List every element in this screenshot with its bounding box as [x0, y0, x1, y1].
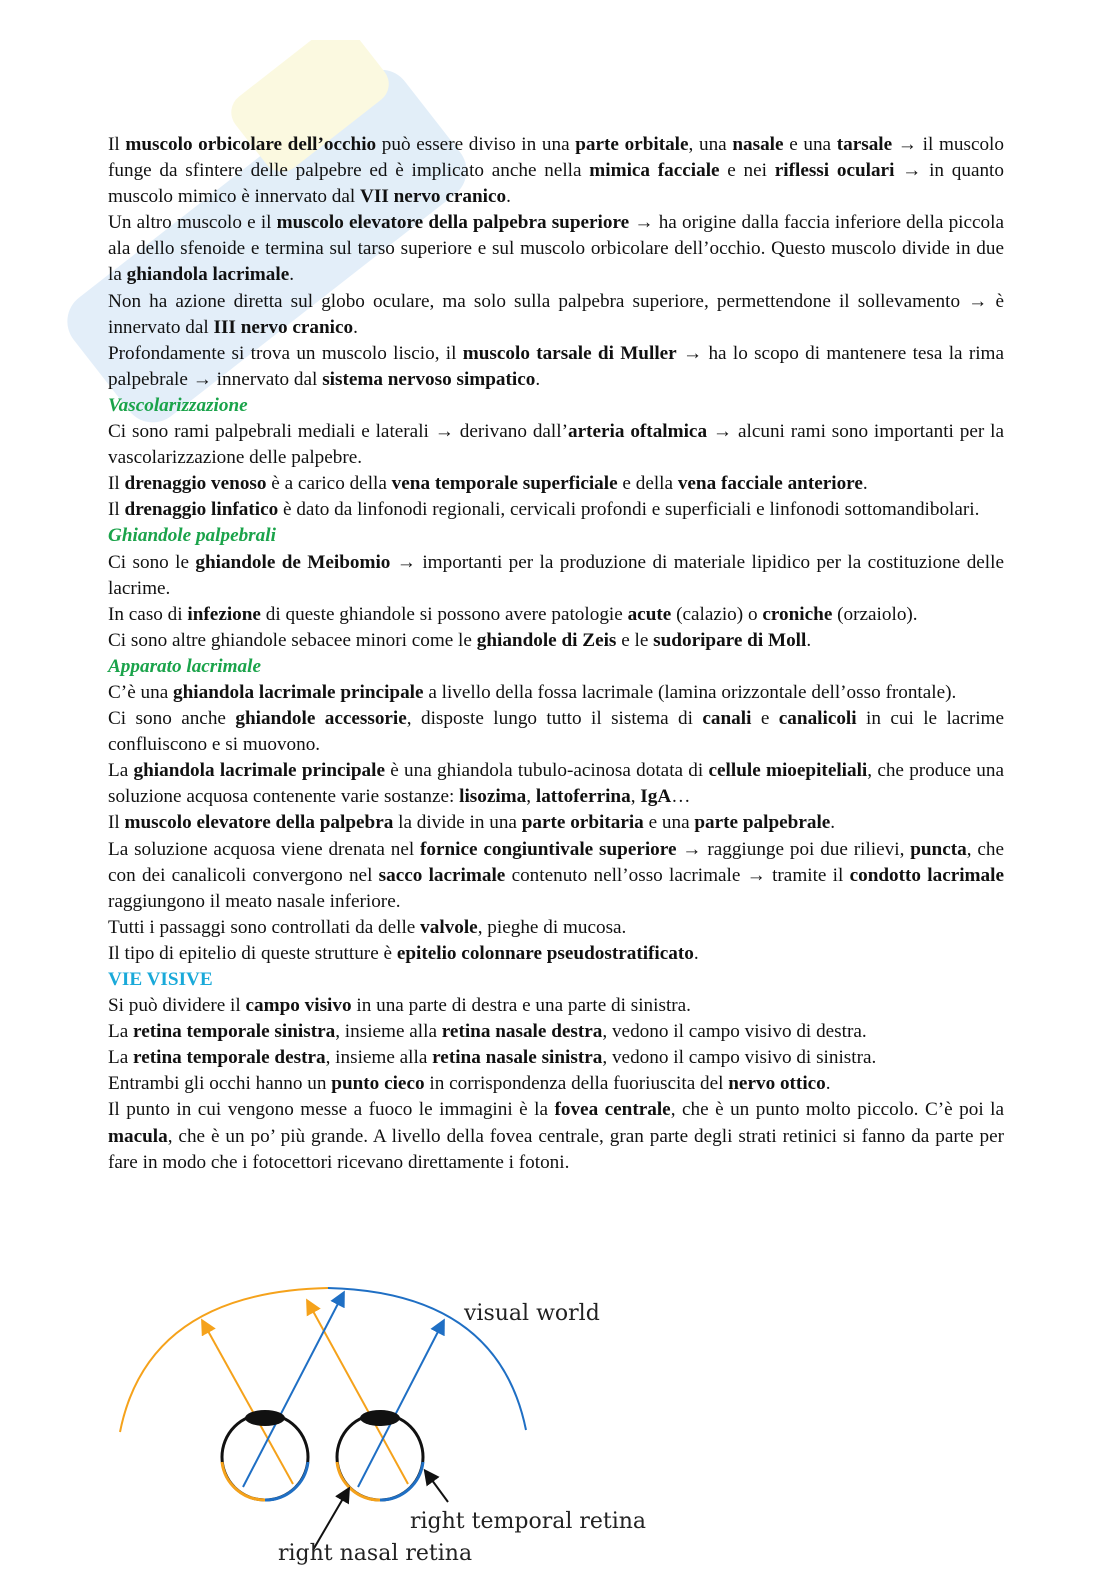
bold-term: canali	[702, 708, 752, 730]
pointer-temporal	[426, 1472, 448, 1502]
text-run: , pieghe di mucosa.	[477, 916, 627, 938]
text-run: → in quanto muscolo mimico è innervato dal	[108, 160, 1004, 208]
paragraph	[108, 915, 1004, 941]
paragraph	[108, 1097, 1004, 1175]
label-right-nasal-retina: right nasal retina	[278, 1541, 473, 1566]
text-run: …	[671, 786, 691, 808]
bold-term: sudoripare di Moll	[653, 629, 807, 651]
text-run: .	[289, 264, 295, 286]
bold-term: drenaggio linfatico	[124, 499, 279, 521]
text-run: e le	[616, 629, 654, 651]
bold-term: acute	[627, 603, 672, 625]
text-run: , vedono il campo visivo di sinistra.	[602, 1047, 877, 1069]
bold-term: ghiandola lacrimale	[126, 264, 290, 286]
text-run: è una ghiandola tubulo-acinosa dotata di	[384, 760, 709, 782]
text-run: di queste ghiandole si possono avere patologie	[260, 603, 628, 625]
bold-term: retina temporale destra	[133, 1047, 326, 1069]
text-run: Il	[108, 134, 126, 155]
paragraph	[108, 341, 1004, 393]
paragraph	[108, 628, 1004, 654]
text-run: , una	[688, 134, 733, 155]
text-run: e nei	[719, 160, 775, 182]
text-run: (orzaiolo).	[832, 603, 918, 625]
text-run: Tutti i passaggi sono controllati da delle	[108, 916, 421, 938]
bold-term: arteria oftalmica	[567, 421, 708, 443]
text-run: → alcuni rami sono importanti per la vascolarizzazione delle palpebre.	[108, 421, 1004, 469]
text-run: La	[108, 760, 134, 782]
text-run: Il tipo di epitelio di queste strutture è	[108, 942, 397, 964]
bold-term: sacco lacrimale	[378, 864, 506, 886]
text-run: La	[108, 1021, 134, 1043]
label-visual-world: visual world	[464, 1301, 600, 1326]
paragraph	[108, 993, 1004, 1019]
bold-term: mimica facciale	[589, 160, 720, 182]
text-run: .	[830, 812, 836, 834]
bold-term: riflessi oculari	[774, 160, 895, 182]
left-eye-retina-blue	[265, 1462, 308, 1500]
paragraph	[108, 419, 1004, 471]
text-run: .	[353, 316, 358, 338]
text-run: Si può dividere il	[108, 995, 246, 1017]
bold-term: parte orbitaria	[521, 812, 644, 834]
bold-term: vena facciale anteriore	[677, 473, 863, 495]
bold-term: III nervo cranico	[213, 316, 354, 338]
bold-term: IgA	[640, 786, 672, 808]
bold-term: ghiandole de Meibomio	[195, 551, 391, 573]
paragraph	[108, 706, 1004, 758]
bold-term: lisozima	[459, 786, 527, 808]
text-run: e una	[783, 134, 837, 155]
bold-term: nervo ottico	[728, 1073, 826, 1095]
text-run: Il	[108, 812, 125, 834]
text-run: .	[825, 1073, 831, 1095]
text-run: ,	[526, 786, 536, 808]
text-run: C’è una	[108, 681, 174, 703]
text-run: e una	[643, 812, 695, 834]
bold-term: valvole	[420, 916, 478, 938]
bold-term: croniche	[762, 603, 833, 625]
paragraph	[108, 497, 1004, 523]
bold-term: fornice congiuntivale superiore	[420, 838, 677, 860]
bold-term: ghiandole accessorie	[235, 708, 407, 730]
paragraph	[108, 210, 1004, 288]
ray-blue-left	[243, 1294, 343, 1487]
text-run: Ci sono altre ghiandole sebacee minori come le	[108, 629, 477, 651]
bold-term: muscolo elevatore della palpebra superiore	[276, 212, 630, 234]
text-run: Ci sono le	[108, 551, 196, 573]
text-run: è a carico della	[266, 473, 392, 495]
bold-term: macula	[108, 1125, 168, 1147]
bold-term: VII nervo cranico	[360, 186, 507, 208]
text-run: in corrispondenza della fuoriuscita del	[424, 1073, 729, 1095]
bold-term: nasale	[732, 134, 784, 155]
text-run: , insieme alla	[335, 1021, 442, 1043]
text-run: , che con dei canalicoli convergono nel	[108, 838, 1004, 886]
text-run: La	[108, 1047, 134, 1069]
text-run: , disposte lungo tutto il sistema di	[406, 708, 703, 730]
document-body	[108, 132, 1004, 1176]
ray-orange-right	[308, 1302, 408, 1484]
text-run: → raggiunge poi due rilievi,	[676, 838, 911, 860]
text-run: , insieme alla	[325, 1047, 433, 1069]
bold-term: parte orbitale	[575, 134, 689, 155]
text-run: , vedono il campo visivo di destra.	[602, 1021, 867, 1043]
visual-field-diagram	[108, 1282, 668, 1572]
paragraph	[108, 758, 1004, 810]
text-run: , che è un punto molto piccolo. C’è poi la	[670, 1099, 1004, 1121]
paragraph	[108, 602, 1004, 628]
text-run: contenuto nell’osso lacrimale → tramite il	[505, 864, 850, 886]
bold-term: drenaggio venoso	[124, 473, 267, 495]
label-right-temporal-retina: right temporal retina	[410, 1509, 647, 1534]
text-run: Non ha azione diretta sul globo oculare, ma solo sulla palpebra superiore, permettendone il sollevamento → è innervato dal	[108, 290, 1004, 338]
bold-term: ghiandola lacrimale principale	[173, 681, 424, 703]
text-run: → il muscolo funge da sfintere delle palpebre ed è implicato anche nella	[108, 134, 1004, 182]
text-run: .	[506, 186, 511, 208]
bold-term: campo visivo	[245, 995, 352, 1017]
paragraph	[108, 837, 1004, 915]
text-run: (calazio) o	[671, 603, 763, 625]
bold-term: puncta	[910, 838, 967, 860]
right-eye-retina-blue	[380, 1462, 423, 1500]
paragraph	[108, 550, 1004, 602]
left-eye-retina-orange	[222, 1462, 265, 1500]
bold-term: punto cieco	[331, 1073, 425, 1095]
text-run: → importanti per la produzione di materiale lipidico per la costituzione delle lacrime.	[108, 551, 1004, 599]
chapter-heading: VIE VISIVE	[108, 969, 213, 990]
text-run: ,	[630, 786, 641, 808]
text-run: in cui le lacrime confluiscono e si muovono.	[108, 708, 1004, 756]
paragraph	[108, 941, 1004, 967]
text-run: .	[693, 942, 699, 964]
text-run: La soluzione acquosa viene drenata nel	[108, 838, 421, 860]
paragraph	[108, 289, 1004, 341]
right-eye-retina-orange	[337, 1462, 380, 1500]
text-run: , che è un po’ più grande. A livello della fovea centrale, gran parte degli strati retinici si fanno da parte per fare in modo che i fotocettori ricevano direttamente i fotoni.	[108, 1125, 1004, 1173]
section-heading: Vascolarizzazione	[108, 394, 248, 416]
paragraph	[108, 810, 1004, 836]
text-run: Un altro muscolo e il	[108, 212, 277, 234]
text-run: Il	[108, 499, 125, 521]
text-run: → ha lo scopo di mantenere tesa la rima palpebrale → innervato dal	[108, 342, 1004, 390]
text-run: Il	[108, 473, 125, 495]
text-run: raggiungono il meato nasale inferiore.	[108, 890, 401, 912]
bold-term: retina nasale destra	[441, 1021, 603, 1043]
bold-term: cellule mioepiteliali	[708, 760, 868, 782]
section-heading: Ghiandole palpebrali	[108, 525, 276, 547]
text-run: Ci sono anche	[108, 708, 236, 730]
text-run: a livello della fossa lacrimale (lamina orizzontale dell’osso frontale).	[423, 681, 957, 703]
text-run: Profondamente si trova un muscolo liscio, il	[108, 342, 463, 364]
paragraph	[108, 132, 1004, 210]
bold-term: ghiandola lacrimale principale	[133, 760, 385, 782]
text-run: e	[751, 708, 779, 730]
bold-term: lattoferrina	[535, 786, 631, 808]
text-run: → ha origine dalla faccia inferiore della piccola ala dello sfenoide e termina sul tarso superiore e sul muscolo orbicolare dell’occhio. Questo muscolo divide in due la	[108, 212, 1004, 286]
bold-term: canalicoli	[778, 708, 857, 730]
bold-term: epitelio colonnare pseudostratificato	[396, 942, 694, 964]
bold-term: vena temporale superficiale	[391, 473, 618, 495]
text-run: , che produce una soluzione acquosa contenente varie sostanze:	[108, 760, 1004, 808]
text-run: e della	[617, 473, 678, 495]
ray-orange-left	[203, 1322, 293, 1484]
bold-term: retina temporale sinistra	[133, 1021, 336, 1043]
text-run: .	[806, 629, 812, 651]
ray-blue-right	[358, 1322, 443, 1487]
bold-term: fovea centrale	[554, 1099, 671, 1121]
text-run: .	[862, 473, 868, 495]
text-run: In caso di	[108, 603, 188, 625]
paragraph	[108, 1045, 1004, 1071]
bold-term: muscolo tarsale di Muller	[462, 342, 677, 364]
bold-term: ghiandole di Zeis	[476, 629, 617, 651]
text-run: Ci sono rami palpebrali mediali e laterali → derivano dall’	[108, 421, 568, 443]
text-run: .	[535, 368, 541, 390]
bold-term: condotto lacrimale	[849, 864, 1004, 886]
bold-term: parte palpebrale	[694, 812, 831, 834]
paragraph	[108, 680, 1004, 706]
text-run: la divide in una	[393, 812, 522, 834]
paragraph	[108, 471, 1004, 497]
bold-term: retina nasale sinistra	[432, 1047, 603, 1069]
text-run: Entrambi gli occhi hanno un	[108, 1073, 332, 1095]
paragraph	[108, 1019, 1004, 1045]
text-run: è dato da linfonodi regionali, cervicali profondi e superficiali e linfonodi sottomandibolari.	[278, 499, 980, 521]
paragraph	[108, 1071, 1004, 1097]
text-run: può essere diviso in una	[376, 134, 576, 155]
bold-term: tarsale	[836, 134, 893, 155]
bold-term: sistema nervoso simpatico	[322, 368, 536, 390]
bold-term: muscolo elevatore della palpebra	[124, 812, 394, 834]
section-heading: Apparato lacrimale	[108, 655, 261, 677]
text-run: Il punto in cui vengono messe a fuoco le immagini è la	[108, 1099, 555, 1121]
text-run: in una parte di destra e una parte di sinistra.	[351, 995, 691, 1017]
bold-term: muscolo orbicolare dell’occhio	[125, 134, 377, 155]
right-eye-pupil	[360, 1410, 400, 1426]
left-eye-pupil	[245, 1410, 285, 1426]
bold-term: infezione	[187, 603, 261, 625]
